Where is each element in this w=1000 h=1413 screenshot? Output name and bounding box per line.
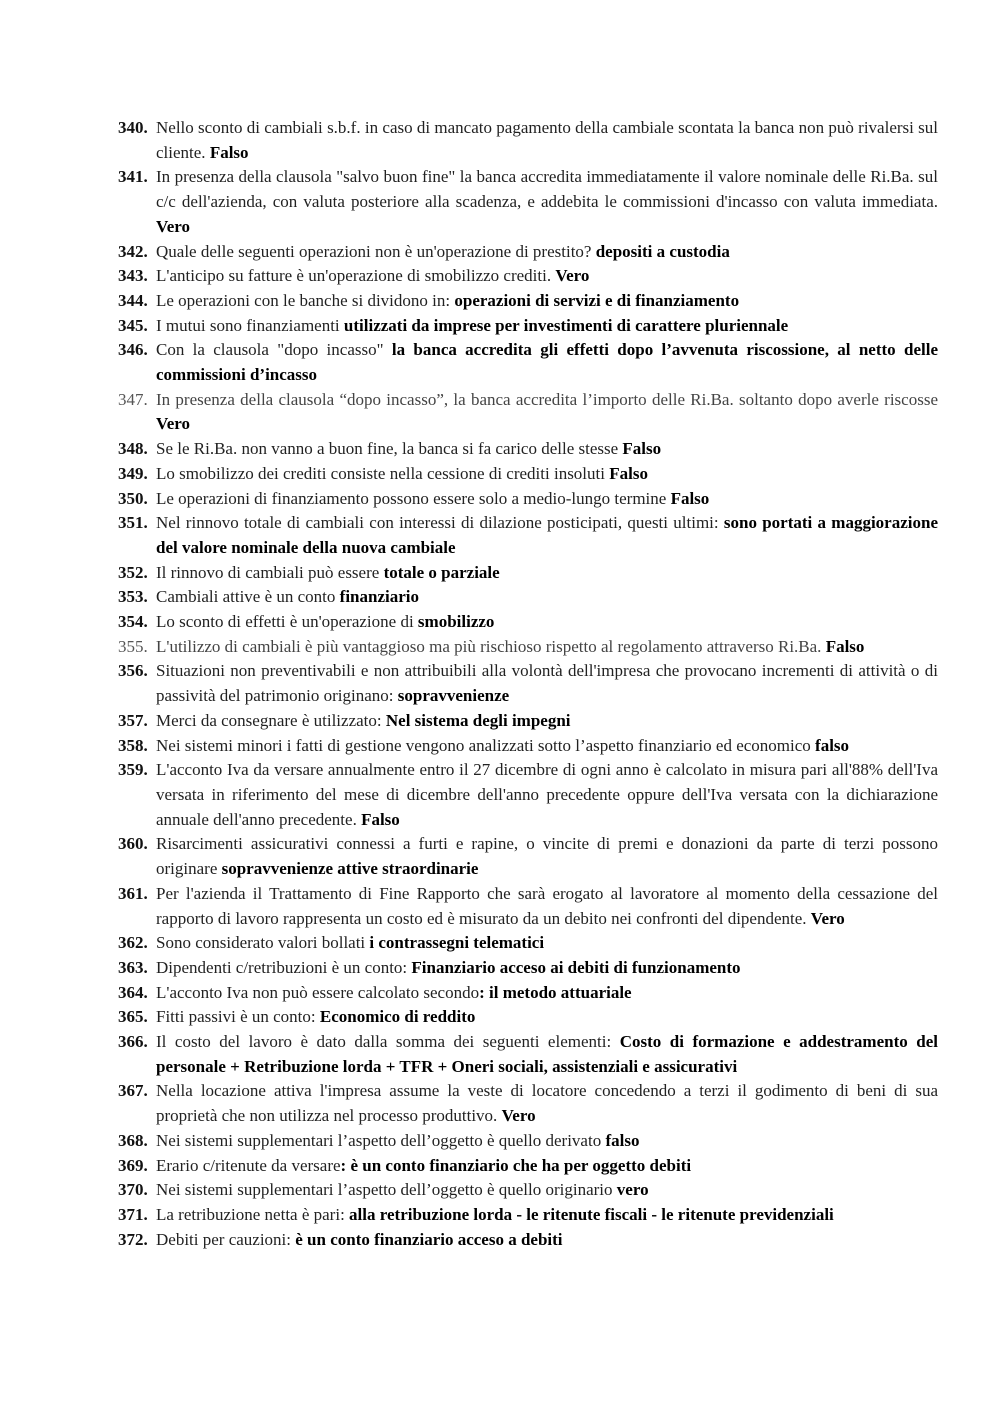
question-item xyxy=(118,610,938,635)
question-item xyxy=(118,289,938,314)
question-text: Merci da consegnare è utilizzato: xyxy=(156,710,386,730)
question-item xyxy=(118,511,938,560)
answer-text: utilizzati da imprese per investimenti di carattere pluriennale xyxy=(343,315,789,335)
answer-text: alla retribuzione lorda - le ritenute fiscali - le ritenute previdenziali xyxy=(349,1204,834,1224)
answer-text: è un conto finanziario acceso a debiti xyxy=(295,1229,563,1249)
question-text: Quale delle seguenti operazioni non è un'operazione di prestito? xyxy=(156,241,596,261)
question-item xyxy=(118,585,938,610)
question-item xyxy=(118,709,938,734)
question-text: Dipendenti c/retribuzioni è un conto: xyxy=(156,957,412,977)
question-number: 369. xyxy=(118,1155,148,1175)
question-item xyxy=(118,1030,938,1079)
question-item xyxy=(118,165,938,239)
question-text: Con la clausola "dopo incasso" xyxy=(156,340,392,360)
answer-text: Vero xyxy=(156,216,190,236)
answer-text: Vero xyxy=(555,266,590,286)
answer-text: Falso xyxy=(825,636,865,656)
question-text: In presenza della clausola “dopo incasso”, la banca accredita l’importo delle Ri.Ba. soltanto dopo averle riscosse xyxy=(156,389,938,409)
question-number: 370. xyxy=(118,1180,148,1200)
answer-text: Falso xyxy=(209,142,249,162)
question-number: 360. xyxy=(118,834,148,854)
answer-text: Nel sistema degli impegni xyxy=(385,710,571,730)
question-number: 361. xyxy=(118,883,148,903)
question-number: 357. xyxy=(118,710,148,730)
question-item xyxy=(118,1228,938,1253)
question-item xyxy=(118,931,938,956)
question-number: 345. xyxy=(118,315,148,335)
answer-text: i contrassegni telematici xyxy=(369,933,545,953)
question-number: 344. xyxy=(118,290,148,310)
answer-text: sono portati a maggiorazione del valore nominale della nuova cambiale xyxy=(156,513,938,557)
answer-text: la banca accredita gli effetti dopo l’avvenuta riscossione, al netto delle commissioni d’incasso xyxy=(156,340,938,385)
answer-text: Vero xyxy=(156,414,190,434)
question-item xyxy=(118,1178,938,1203)
question-item xyxy=(118,956,938,981)
question-item xyxy=(118,1129,938,1154)
question-text: Il rinnovo di cambiali può essere xyxy=(156,562,384,582)
question-item xyxy=(118,832,938,881)
question-number: 348. xyxy=(118,439,148,459)
question-number: 340. xyxy=(118,118,148,137)
question-number: 358. xyxy=(118,735,148,755)
question-text: Nella locazione attiva l'impresa assume la veste di locatore concedendo a terzi il godimento di beni di sua proprietà che non utilizza nel processo produttivo. xyxy=(156,1081,938,1126)
question-number: 352. xyxy=(118,562,148,582)
question-number: 367. xyxy=(118,1081,148,1101)
question-item xyxy=(118,314,938,339)
answer-text: operazioni di servizi e di finanziamento xyxy=(454,290,740,310)
question-item xyxy=(118,487,938,512)
question-item xyxy=(118,462,938,487)
question-item xyxy=(118,635,938,660)
question-text: L'anticipo su fatture è un'operazione di smobilizzo crediti. xyxy=(156,266,556,286)
question-item xyxy=(118,561,938,586)
answer-text: Falso xyxy=(622,439,662,459)
answer-text: Costo di formazione e addestramento del personale + Retribuzione lorda + TFR + Oneri sociali, assistenziali e assicurativi xyxy=(156,1032,938,1076)
answer-text: Economico di reddito xyxy=(319,1007,476,1027)
question-text: Sono considerato valori bollati xyxy=(156,933,370,953)
question-number: 366. xyxy=(118,1032,148,1052)
question-number: 354. xyxy=(118,612,148,632)
question-list xyxy=(118,116,938,1252)
question-item xyxy=(118,981,938,1006)
question-number: 350. xyxy=(118,488,148,508)
question-number: 351. xyxy=(118,513,148,533)
question-number: 371. xyxy=(118,1204,148,1224)
question-number: 343. xyxy=(118,266,148,286)
question-text: Cambiali attive è un conto xyxy=(156,587,340,607)
question-text: L'acconto Iva da versare annualmente entro il 27 dicembre di ogni anno è calcolato in misura pari all'88% dell'Iva versata in riferimento del mese di dicembre dell'anno precedente oppure dell'Iva versata con la dichiarazione annuale dell'anno precedente. xyxy=(156,760,938,829)
question-text: Lo sconto di effetti è un'operazione di xyxy=(156,612,418,632)
question-text: L'utilizzo di cambiali è più vantaggioso ma più rischioso rispetto al regolamento attraverso Ri.Ba. xyxy=(156,636,826,656)
question-text: Erario c/ritenute da versare xyxy=(156,1155,341,1175)
answer-text: vero xyxy=(616,1180,649,1200)
question-item xyxy=(118,116,938,165)
answer-text: falso xyxy=(815,735,850,755)
question-item xyxy=(118,1005,938,1030)
question-item xyxy=(118,1203,938,1228)
question-text: Se le Ri.Ba. non vanno a buon fine, la banca si fa carico delle stesse xyxy=(156,439,623,459)
question-number: 353. xyxy=(118,587,148,607)
question-item xyxy=(118,1154,938,1179)
question-item xyxy=(118,659,938,708)
question-number: 362. xyxy=(118,933,148,953)
answer-text: Falso xyxy=(609,463,648,483)
answer-text: sopravvenienze xyxy=(397,686,510,706)
question-number: 365. xyxy=(118,1007,148,1027)
question-number: 364. xyxy=(118,982,148,1002)
question-number: 372. xyxy=(118,1229,148,1249)
question-text: Nei sistemi minori i fatti di gestione vengono analizzati sotto l’aspetto finanziario ed economico xyxy=(156,735,816,755)
question-number: 368. xyxy=(118,1130,148,1150)
answer-text: smobilizzo xyxy=(417,612,495,632)
question-text: Nei sistemi supplementari l’aspetto dell’oggetto è quello derivato xyxy=(156,1130,606,1150)
question-text: La retribuzione netta è pari: xyxy=(156,1204,350,1224)
answer-text: Vero xyxy=(810,908,845,928)
question-item xyxy=(118,264,938,289)
answer-text: : è un conto finanziario che ha per oggetto debiti xyxy=(340,1155,692,1175)
question-number: 359. xyxy=(118,760,148,780)
answer-text: totale o parziale xyxy=(383,562,500,582)
question-text: Fitti passivi è un conto: xyxy=(156,1007,320,1027)
answer-text: Falso xyxy=(361,809,400,829)
answer-text: Vero xyxy=(501,1106,536,1126)
answer-text: Finanziario acceso ai debiti di funzionamento xyxy=(411,957,741,977)
question-text: Nei sistemi supplementari l’aspetto dell’oggetto è quello originario xyxy=(156,1180,617,1200)
question-text: Nello sconto di cambiali s.b.f. in caso di mancato pagamento della cambiale scontata la banca non può rivalersi sul cliente. xyxy=(156,118,938,162)
answer-text: sopravvenienze attive straordinarie xyxy=(221,859,479,879)
question-number: 347. xyxy=(118,389,148,409)
question-text: Nel rinnovo totale di cambiali con interessi di dilazione posticipati, questi ultimi: xyxy=(156,513,724,533)
question-text: Lo smobilizzo dei crediti consiste nella cessione di crediti insoluti xyxy=(156,463,610,483)
question-item xyxy=(118,734,938,759)
answer-text: Falso xyxy=(670,488,710,508)
question-text: L'acconto Iva non può essere calcolato secondo xyxy=(156,982,480,1002)
question-number: 363. xyxy=(118,957,148,977)
question-number: 342. xyxy=(118,241,148,261)
answer-text: : il metodo attuariale xyxy=(479,982,632,1002)
answer-text: falso xyxy=(605,1130,640,1150)
question-number: 356. xyxy=(118,661,148,681)
question-text: Risarcimenti assicurativi connessi a furti e rapine, o vincite di premi e donazioni da parte di terzi possono originare xyxy=(156,834,938,879)
question-number: 355. xyxy=(118,636,148,656)
question-text: Il costo del lavoro è dato dalla somma dei seguenti elementi: xyxy=(156,1032,620,1052)
question-text: Le operazioni con le banche si dividono in: xyxy=(156,290,455,310)
question-number: 346. xyxy=(118,340,148,360)
question-text: Debiti per cauzioni: xyxy=(156,1229,296,1249)
answer-text: finanziario xyxy=(339,587,419,607)
question-text: In presenza della clausola "salvo buon fine" la banca accredita immediatamente il valore nominale delle Ri.Ba. sul c/c dell'azienda, con valuta posteriore alla scadenza, e addebita le commissioni d'incasso con valuta immediata. xyxy=(156,167,938,212)
question-item xyxy=(118,882,938,931)
question-item xyxy=(118,240,938,265)
question-text: Situazioni non preventivabili e non attribuibili alla volontà dell'impresa che provocano incrementi di attività o di passività del patrimonio originano: xyxy=(156,661,938,706)
question-text: I mutui sono finanziamenti xyxy=(156,315,344,335)
question-item xyxy=(118,437,938,462)
question-text: Per l'azienda il Trattamento di Fine Rapporto che sarà erogato al lavoratore al momento della cessazione del rapporto di lavoro rappresenta un costo ed è misurato da un debito nei confronti del dipendente. xyxy=(156,883,938,928)
question-item xyxy=(118,1079,938,1128)
question-text: Le operazioni di finanziamento possono essere solo a medio-lungo termine xyxy=(156,488,671,508)
question-item xyxy=(118,388,938,437)
question-item xyxy=(118,338,938,387)
question-item xyxy=(118,758,938,832)
answer-text: depositi a custodia xyxy=(595,241,730,261)
question-number: 349. xyxy=(118,463,148,483)
question-number: 341. xyxy=(118,167,148,187)
